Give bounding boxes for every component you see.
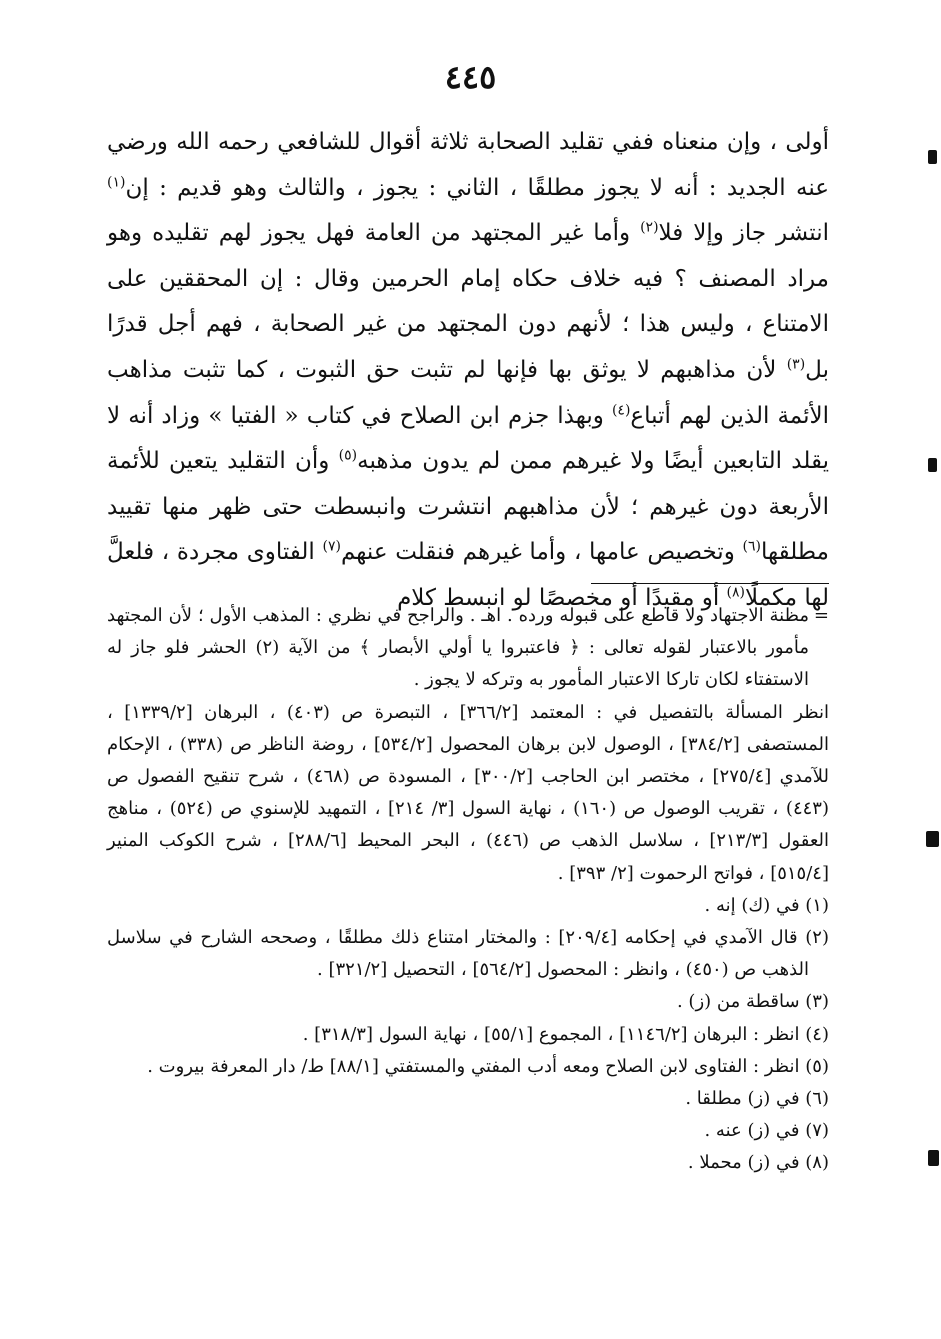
footnote-ref: (٣) bbox=[786, 356, 806, 373]
footnote: (٦) في (ز) مطلقا . bbox=[685, 1088, 829, 1110]
text-run: لأن مذاهبهم لا يوثق بها فإنها لم تثبت حق الثبوت ، كما تثبت مذاهب الأئمة الذين لهم أتباع bbox=[107, 356, 829, 429]
main-paragraph bbox=[107, 120, 829, 622]
footnote-ref: (٨) bbox=[726, 584, 746, 601]
text-run: الفتاوى مجردة ، فلعلَّ لها مكملًا bbox=[107, 539, 829, 611]
footnote-ref: (٤) bbox=[611, 401, 631, 418]
footnote-ref: (٧) bbox=[322, 538, 341, 555]
footnote-list bbox=[107, 890, 829, 1180]
margin-mark bbox=[928, 150, 937, 164]
text-run: انتشر جاز وإلا فلا bbox=[658, 220, 829, 247]
footnote: (٢) قال الآمدي في إحكامه [٢٠٩/٤] : والمختار امتناع ذلك مطلقًا ، وصححه الشارح في سلاسل الذهب ص (٤٥٠) ، وانظر : المحصول [٥٦٤/٢] ، التحصيل [٣٢١/٢] . bbox=[107, 927, 829, 981]
text-run: وتخصيص عامها ، وأما غيرهم فنقلت عنهم bbox=[340, 539, 743, 566]
footnote-ref: (١) bbox=[107, 173, 126, 190]
margin-mark bbox=[926, 831, 939, 847]
footnote-divider bbox=[591, 583, 829, 584]
footnote: (٣) ساقطة من (ز) . bbox=[676, 991, 829, 1013]
footnote: (٧) في (ز) عنه . bbox=[704, 1120, 829, 1142]
text-run: أو مقيدًا أو مخصصًا لو انبسط كلام bbox=[397, 584, 727, 611]
footnote: (١) في (ك) إنه . bbox=[704, 894, 829, 916]
footnotes bbox=[107, 600, 829, 1180]
footnote: (٤) انظر : البرهان [١١٤٦/٢] ، المجموع [٥٥/١] ، نهاية السول [٣١٨/٣] . bbox=[302, 1023, 829, 1045]
page-number: ٤٤٥ bbox=[444, 58, 497, 96]
footnote-continuation bbox=[107, 600, 829, 697]
continuation-mark: = bbox=[813, 605, 829, 626]
footnote: (٨) في (ز) محملا . bbox=[687, 1152, 829, 1174]
footnote: (٥) انظر : الفتاوى لابن الصلاح ومعه أدب المفتي والمستفتي [٨٨/١] ط/ دار المعرفة بيروت . bbox=[147, 1055, 829, 1077]
footnote-ref: (٢) bbox=[640, 219, 659, 236]
margin-mark bbox=[928, 458, 937, 472]
main-text bbox=[107, 120, 829, 622]
margin-mark bbox=[928, 1150, 939, 1166]
text-run: أولى ، وإن منعناه ففي تقليد الصحابة ثلاثة أقوال للشافعي رحمه الله ورضي عنه الجديد : أنه لا يجوز مطلقًا ، الثاني : يجوز ، والثالث وهو قديم : إن bbox=[107, 129, 829, 201]
footnote-ref: (٦) bbox=[742, 538, 761, 555]
text-run: وأما غير المجتهد من العامة فهل يجوز لهم تقليده وهو مراد المصنف ؟ فيه خلاف حكاه إمام الحرمين وقال : إن المحققين على الامتناع ، وليس هذا ؛ لأنهم دون المجتهد من غير الصحابة ، فهم أجل قدرًا بل bbox=[107, 220, 829, 383]
text-run: وأن التقليد يتعين للأئمة الأربعة دون غيرهم ؛ لأن مذاهبهم انتشرت وانبسطت حتى ظهر منها تقييد مطلقها bbox=[107, 448, 829, 566]
footnote-ref: (٥) bbox=[338, 447, 358, 464]
text-run: وبهذا جزم ابن الصلاح في كتاب « الفتيا » وزاد أنه لا يقلد التابعين أيضًا ولا غيرهم ممن لم يدون مذهبه bbox=[107, 402, 829, 475]
footnote-continuation-text: مظنة الاجتهاد ولا قاطع على قبوله ورده . اهـ . والراجح في نظري : المذهب الأول ؛ لأن المجتهد مأمور بالاعتبار لقوله تعالى : ﴿ فاعتبروا يا أولي الأبصار ﴾ من الآية (٢) الحشر فلو جاز له الاستفتاء لكان تاركا الاعتبار المأمور به وتركه لا يجوز . bbox=[107, 605, 809, 691]
references-paragraph: انظر المسألة بالتفصيل في : المعتمد [٣٦٦/٢] ، التبصرة ص (٤٠٣) ، البرهان [١٣٣٩/٢] ، المستصفى [٣٨٤/٢] ، الوصول لابن برهان المحصول [٥٣٤/٢] ، روضة الناظر ص (٣٣٨) ، الإحكام للآمدي [٢٧٥/٤] ، مختصر ابن الحاجب [٣٠٠/٢] ، المسودة ص (٤٦٨) ، شرح تنقيح الفصول ص (٤٤٣) ، تقريب الوصول ص (١٦٠) ، نهاية السول [٣/ ٢١٤] ، التمهيد للإسنوي ص (٥٢٤) ، مناهج العقول [٢١٣/٣] ، سلاسل الذهب ص (٤٤٦) ، البحر المحيط [٢٨٨/٦] ، شرح الكوكب المنير [٥١٥/٤] ، فواتح الرحموت [٢/ ٣٩٣] . bbox=[107, 701, 829, 884]
